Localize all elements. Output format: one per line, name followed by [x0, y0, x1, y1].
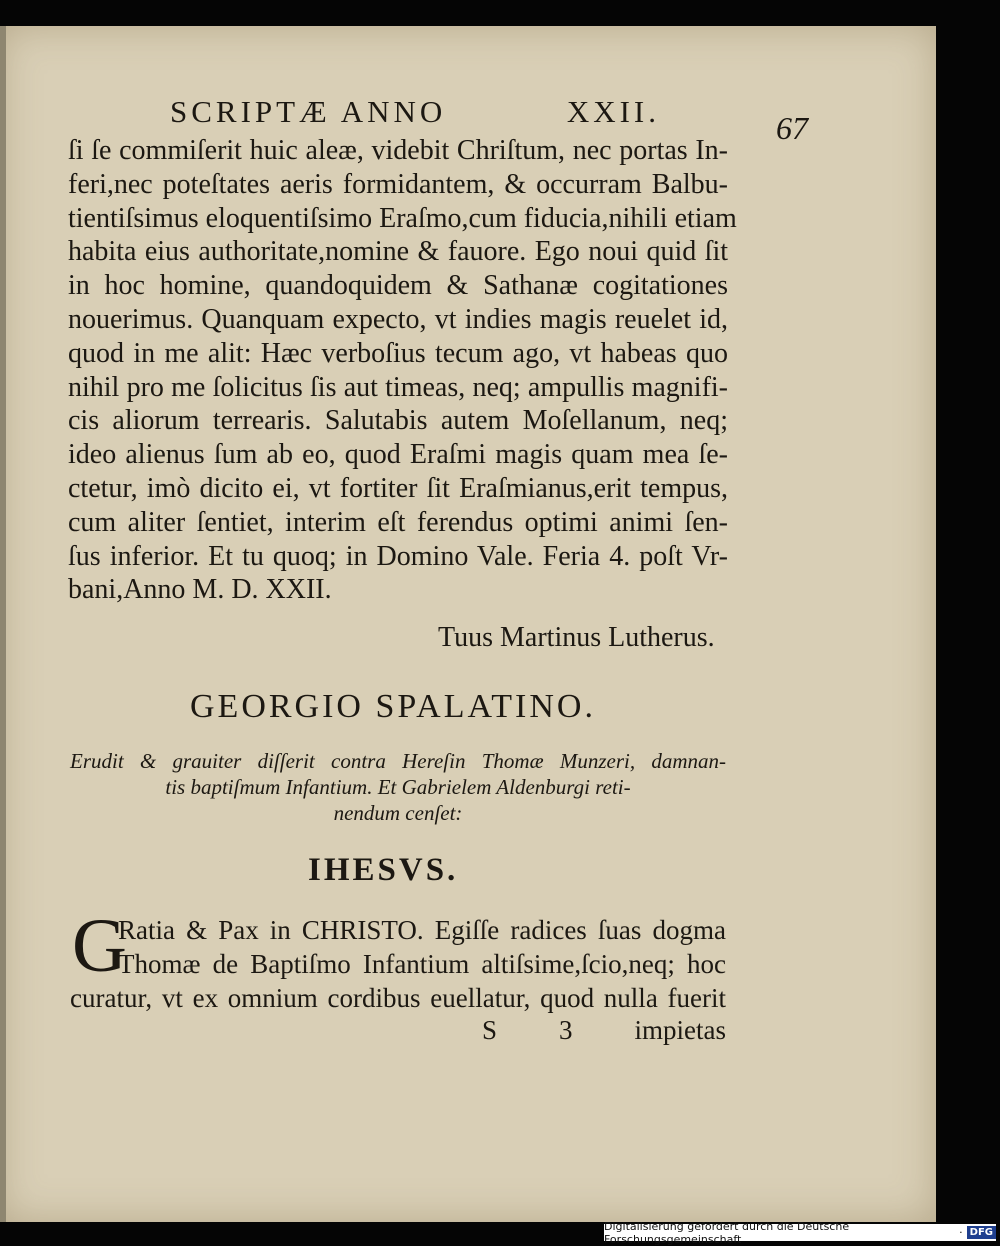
- summary-line: Erudit & grauiter diſſerit contra Hereſin Thomæ Munzeri, damnan-: [70, 749, 726, 773]
- text-line: bani,Anno M. D. XXII.: [68, 574, 332, 606]
- signature-mark: S: [482, 1015, 498, 1045]
- text-line: in hoc homine, quandoquidem & Sathanæ cogitationes: [68, 270, 728, 302]
- text-line: habita eius authoritate,nomine & fauore. Ego noui quid ſit: [68, 236, 728, 268]
- letter-heading: GEORGIO SPALATINO.: [190, 688, 596, 725]
- catchline: [482, 1015, 726, 1046]
- running-header-title: SCRIPTÆ ANNO: [170, 94, 447, 129]
- text-line: feri,nec poteſtates aeris formidantem, & occurram Balbu-: [68, 168, 728, 200]
- text-line: curatur, vt ex omnium cordibus euellatur, quod nulla fuerit: [70, 983, 726, 1013]
- text-line: nihil pro me ſolicitus ſis aut timeas, neq; ampullis magnifi-: [68, 371, 728, 403]
- catchword: impietas: [634, 1015, 726, 1045]
- text-line: cum aliter ſentiet, interim eſt ferendus optimi animi ſen-: [68, 506, 728, 538]
- signature-number: 3: [559, 1015, 573, 1045]
- text-line: cis aliorum terrearis. Salutabis autem Moſellanum, neq;: [68, 405, 728, 437]
- text-line: ctetur, imò dicito ei, vt fortiter ſit Eraſmianus,erit tempus,: [68, 472, 728, 504]
- letter-summary: [70, 748, 726, 826]
- summary-line: nendum cenſet:: [333, 801, 463, 825]
- letter-signature: Tuus Martinus Lutherus.: [438, 622, 715, 653]
- text-line: Ratia & Pax in CHRISTO. Egiſſe radices ſuas dogma: [118, 915, 726, 945]
- running-header: [170, 94, 660, 130]
- letter-opening: [118, 913, 726, 981]
- text-line: ſus inferior. Et tu quoq; in Domino Vale. Feria 4. poſt Vr-: [68, 540, 728, 572]
- text-line: ideo alienus ſum ab eo, quod Eraſmi magis quam mea ſe-: [68, 439, 728, 471]
- letter-opening-continued: [70, 981, 726, 1015]
- text-line: nouerimus. Quanquam expecto, vt indies magis reuelet id,: [68, 303, 728, 335]
- text-line: quod in me alit: Hæc verboſius tecum ago, vt habeas quo: [68, 337, 728, 369]
- drop-cap: G: [72, 904, 127, 988]
- footer-separator: ·: [959, 1226, 963, 1239]
- footer-text: Digitalisierung gefördert durch die Deutsche Forschungsgemeinschaft: [604, 1219, 850, 1246]
- text-line: Thomæ de Baptiſmo Infantium altiſsime,ſcio,neq; hoc: [118, 949, 726, 979]
- dfg-logo-icon[interactable]: DFG: [967, 1226, 996, 1239]
- text-line: ſi ſe commiſerit huic aleæ, videbit Chriſtum, nec portas In-: [68, 135, 728, 166]
- digitization-footer: [604, 1219, 996, 1246]
- summary-line: tis baptiſmum Infantium. Et Gabrielem Aldenburgi reti-: [165, 775, 631, 799]
- page-number: 67: [776, 110, 808, 146]
- invocation-heading: IHESVS.: [308, 852, 459, 888]
- letter-text: [68, 134, 737, 607]
- running-header-year: XXII.: [566, 94, 660, 129]
- text-line: tientiſsimus eloquentiſsimo Eraſmo,cum fiducia,nihili etiam: [68, 202, 737, 234]
